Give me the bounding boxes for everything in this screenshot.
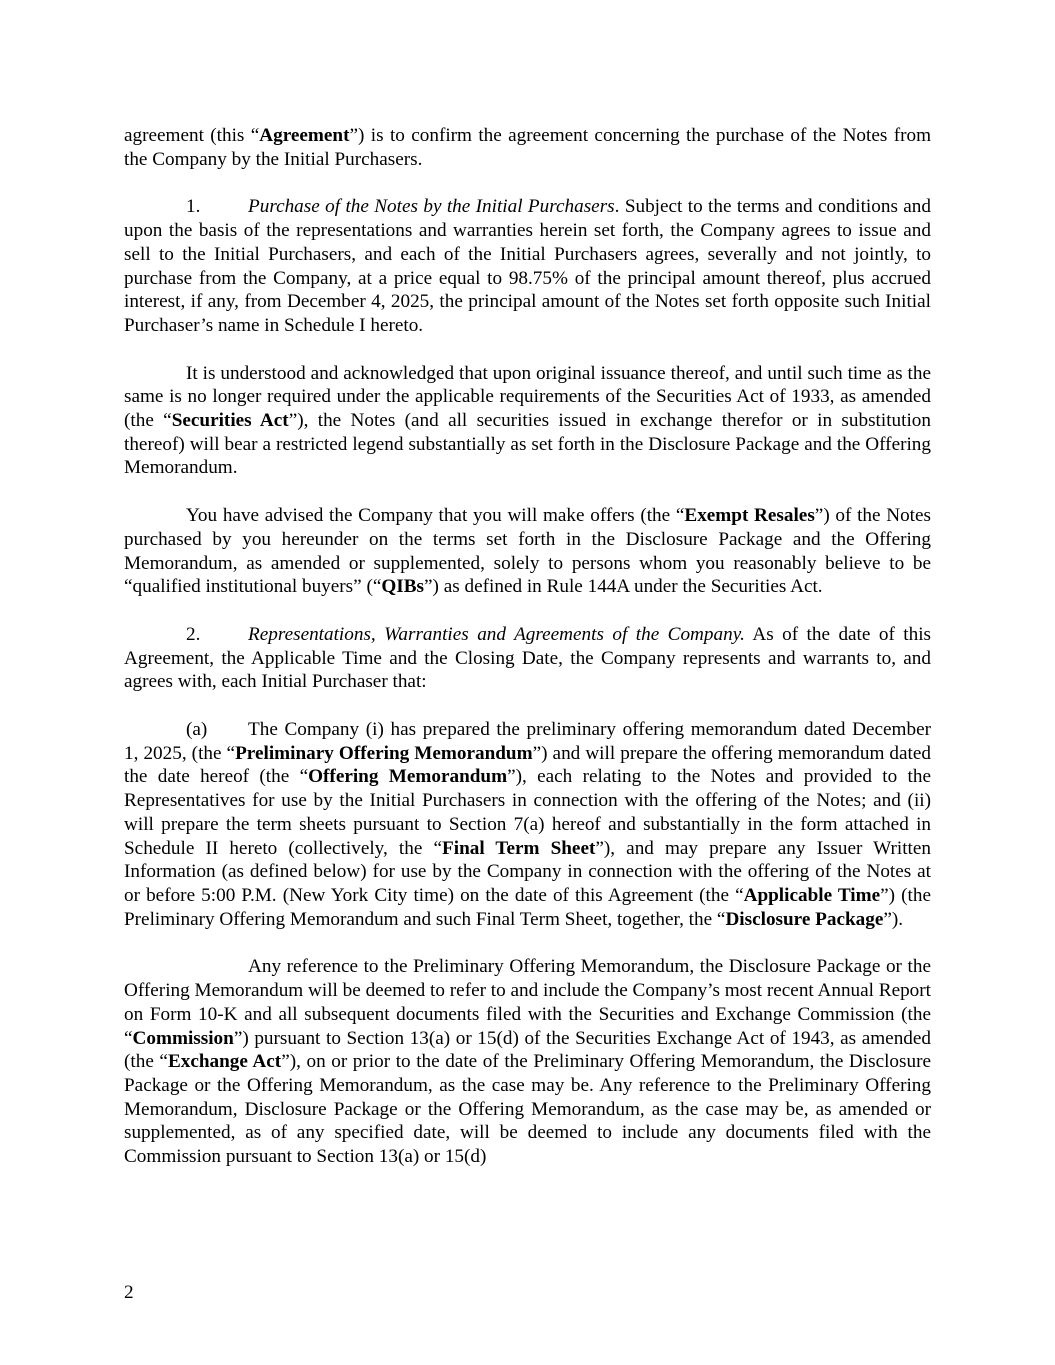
section-1-purchase bbox=[124, 195, 931, 337]
section-text: . Subject to the terms and conditions and upon the basis of the representations and warranties herein set forth, the Company agrees to issue and sell to the Initial Purchasers, and each of the Initial Purchasers agrees, severally and not jointly, to purchase from the Company, at a price equal to 98.75% of the principal amount thereof, plus accrued interest, if any, from December 4, 2025, the principal amount of the Notes set forth opposite such Initial Purchaser’s name in Schedule I hereto. bbox=[124, 196, 931, 336]
defined-term-securities-act: Securities Act bbox=[171, 410, 289, 432]
page-number: 2 bbox=[124, 1282, 134, 1303]
paragraph-restricted-legend bbox=[124, 362, 931, 481]
text: ”), and may prepare any Issuer Written Information (as defined below) for use by the Company in connection with the offering of the Notes at or before 5:00 P.M. (New York City time) on the date of this Agreement (the “ bbox=[124, 837, 931, 906]
defined-term-final-term-sheet: Final Term Sheet bbox=[442, 837, 596, 859]
text: ”), the Notes (and all securities issued in exchange therefor or in substitution thereof) will bear a restricted legend substantially as set forth in the Disclosure Package and the Offering Memorandum. bbox=[124, 410, 931, 479]
clause-a-offering-memorandum bbox=[124, 718, 931, 931]
text: The Company (i) has prepared the preliminary offering memorandum dated December 1, 2025, (the “ bbox=[124, 719, 931, 764]
defined-term-agreement: Agreement bbox=[259, 125, 350, 146]
text: Any reference to the Preliminary Offering Memorandum, the Disclosure Package or the Offering Memorandum will be deemed to refer to and include the Company’s most recent Annual Report on Form 10-K and all subsequent documents filed with the Securities and Exchange Commission (the “ bbox=[124, 956, 931, 1049]
text: ”), each relating to the Notes and provided to the Representatives for use by the Initial Purchasers in connection with the offering of the Notes; and (ii) will prepare the term sheets pursuant to Section 7(a) hereof and substantially in the form attached in Schedule II hereto (collectively, the “ bbox=[124, 766, 931, 859]
text: ”) pursuant to Section 13(a) or 15(d) of the Securities Exchange Act of 1943, as amended (the “ bbox=[124, 1027, 931, 1073]
section-2-representations bbox=[124, 623, 931, 694]
section-number: 2. bbox=[186, 623, 201, 645]
defined-term-offering-memorandum: Offering Memorandum bbox=[308, 766, 508, 788]
section-title: Representations, Warranties and Agreements of the Company. bbox=[248, 623, 745, 645]
section-text: As of the date of this Agreement, the Applicable Time and the Closing Date, the Company represents and warrants to, and agrees with, each Initial Purchaser that: bbox=[124, 623, 932, 693]
paragraph-incorporation-by-reference bbox=[124, 955, 931, 1168]
text: It is understood and acknowledged that upon original issuance thereof, and until such time as the same is no longer required under the applicable requirements of the Securities Act of 1933, as amended (the “ bbox=[124, 362, 931, 432]
defined-term-preliminary-offering-memorandum: Preliminary Offering Memorandum bbox=[235, 742, 533, 764]
defined-term-qibs: QIBs bbox=[381, 576, 425, 598]
text: ”), on or prior to the date of the Preliminary Offering Memorandum, the Disclosure Package or the Offering Memorandum, as the case may be. Any reference to the Preliminary Offering Memorandum, Disclosure Package or the Offering Memorandum, as the case may be, as amended or supplemented, as of any specified date, will be deemed to include any documents filed with the Commission pursuant to Section 13(a) or 15(d) bbox=[124, 1051, 931, 1168]
defined-term-applicable-time: Applicable Time bbox=[743, 884, 881, 906]
clause-number: (a) bbox=[186, 719, 208, 741]
section-number: 1. bbox=[186, 196, 201, 218]
text: You have advised the Company that you will make offers (the “ bbox=[186, 505, 685, 527]
paragraph-exempt-resales bbox=[124, 504, 931, 599]
document-page bbox=[124, 124, 931, 1193]
text: ”) (the Preliminary Offering Memorandum and such Final Term Sheet, together, the “ bbox=[124, 884, 931, 930]
defined-term-exempt-resales: Exempt Resales bbox=[684, 505, 815, 527]
section-title: Purchase of the Notes by the Initial Purchasers bbox=[248, 196, 615, 218]
text: ”) and will prepare the offering memorandum dated the date hereof (the “ bbox=[124, 742, 931, 788]
paragraph-intro bbox=[124, 124, 931, 171]
text: ”) as defined in Rule 144A under the Securities Act. bbox=[424, 576, 823, 598]
text: ”). bbox=[883, 908, 904, 930]
text: ”) of the Notes purchased by you hereunder on the terms set forth in the Disclosure Package and the Offering Memorandum, as amended or supplemented, solely to persons whom you reasonably believe to be “qualified institutional buyers” (“ bbox=[124, 505, 931, 598]
defined-term-exchange-act: Exchange Act bbox=[167, 1051, 282, 1073]
defined-term-commission: Commission bbox=[132, 1027, 234, 1049]
defined-term-disclosure-package: Disclosure Package bbox=[725, 908, 884, 930]
text: ”) is to confirm the agreement concerning the purchase of the Notes from the Company by the Initial Purchasers. bbox=[124, 125, 932, 170]
text: agreement (this “ bbox=[124, 125, 260, 146]
